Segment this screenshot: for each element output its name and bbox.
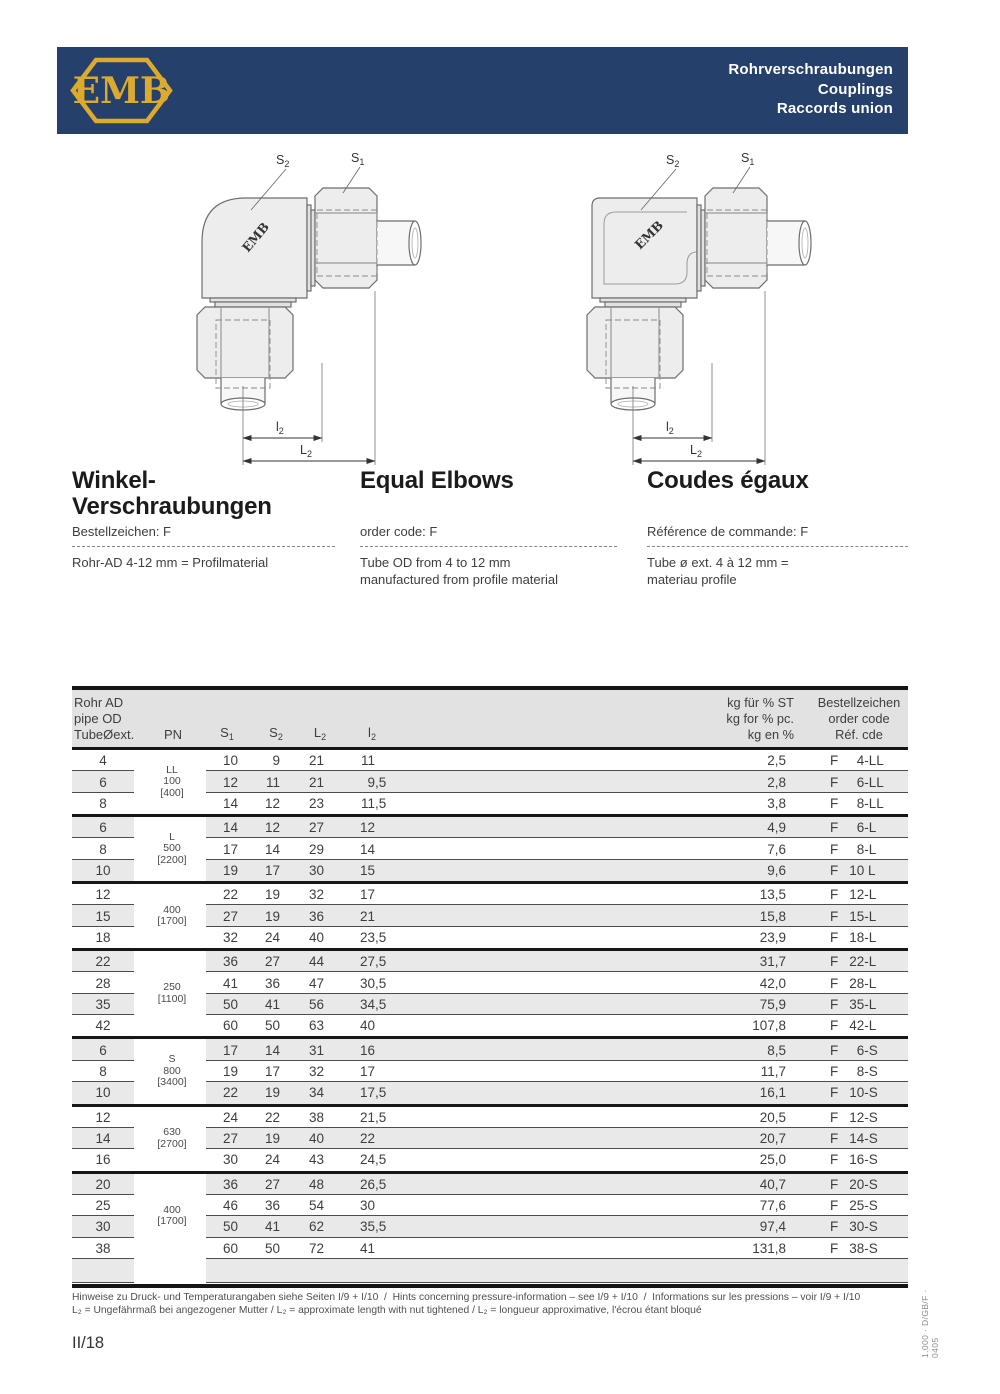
l2-value: 11: [360, 753, 375, 769]
s1-value: 60: [222, 1240, 238, 1256]
l2-value: 27 ,5: [359, 954, 387, 970]
pn-group-label: [134, 884, 210, 948]
s1-value: 36: [222, 954, 238, 970]
L2-value: 21: [308, 753, 324, 769]
order-code-value: F 16 -S: [830, 1152, 878, 1168]
L2-value: 43: [308, 1152, 324, 1168]
table-header: [72, 690, 908, 747]
section-german: [72, 468, 335, 608]
pn-line: 100: [163, 775, 181, 788]
weight-value: 31,7: [759, 954, 786, 970]
tube-od-value: 12: [95, 887, 111, 903]
title-line: Winkel-: [72, 467, 156, 494]
l2-value: 14: [359, 841, 375, 857]
l2-value: 17: [359, 1063, 375, 1079]
L2-value: 30: [308, 862, 324, 878]
banner-title: [728, 60, 893, 119]
section-english: [360, 468, 617, 608]
l2-value: 9 ,5: [367, 774, 387, 790]
weight-value: 8,5: [767, 1042, 786, 1058]
weight-value: 9,6: [767, 862, 786, 878]
tube-od-value: 6: [99, 1042, 107, 1058]
s1-value: 22: [222, 887, 238, 903]
s1-value: 17: [222, 841, 238, 857]
l2-value: 30 ,5: [359, 975, 387, 991]
L2-value: 48: [308, 1176, 324, 1192]
s2-value: 17: [264, 1063, 280, 1079]
table-row: [72, 1259, 908, 1283]
label-l2: $l_2$: [276, 420, 284, 436]
l2-value: 21 ,5: [359, 1109, 387, 1125]
tube-od-value: 28: [95, 975, 111, 991]
order-code-value: F 8 -LL: [830, 795, 884, 811]
pn-line: S: [168, 1053, 176, 1066]
s1-value: 24: [222, 1109, 238, 1125]
table-group: [72, 1039, 908, 1103]
elbow-drawing-right: [540, 148, 870, 470]
s2-value: 12: [264, 820, 280, 836]
s2-value: 24: [264, 929, 280, 945]
s2-value: 27: [264, 954, 280, 970]
weight-value: 11,7: [760, 1063, 786, 1079]
header-line: Rohr AD: [74, 695, 124, 710]
section-description: [647, 554, 789, 588]
row-bg: [206, 1259, 908, 1283]
order-code-value: F 6 -LL: [830, 774, 884, 790]
tube-od-value: 42: [95, 1018, 111, 1034]
order-code-value: F 12 -L: [830, 887, 877, 903]
weight-value: 23,9: [759, 929, 786, 945]
s1-value: 14: [222, 820, 238, 836]
weight-value: 107,8: [752, 1018, 786, 1034]
weight-value: 2,5: [767, 753, 786, 769]
order-code-value: F 10 L: [830, 862, 876, 878]
s1-value: 10: [222, 753, 238, 769]
header-s1: $S_1$: [220, 725, 234, 742]
section-title: [360, 468, 617, 494]
s1-value: 60: [222, 1018, 238, 1034]
pn-line: 500: [163, 842, 181, 855]
nut-s2: [587, 307, 683, 378]
header-line: kg for % pc.: [726, 711, 794, 726]
tube-od-value: 38: [95, 1240, 111, 1256]
pn-line: LL: [166, 763, 178, 776]
weight-value: 20,5: [759, 1109, 786, 1125]
desc-line: Rohr-AD 4-12 mm = Profilmaterial: [72, 555, 269, 570]
weight-value: 97,4: [759, 1219, 786, 1235]
title-line: Equal Elbows: [360, 467, 514, 494]
desc-line: Tube OD from 4 to 12 mm: [360, 555, 511, 570]
footnote-pressure: Hinweise zu Druck- und Temperaturangaben siehe Seiten I/9 + I/10 / Hints concerning pressure-information – see I/9 + I/10 / Informations sur les pressions – voir I/9 + I/10: [72, 1292, 861, 1303]
pn-line: 630: [163, 1126, 181, 1139]
order-code-value: F 18 -L: [830, 929, 877, 945]
L2-value: 62: [308, 1219, 324, 1235]
pn-line: [3400]: [157, 1076, 187, 1089]
l2-value: 17 ,5: [359, 1085, 387, 1101]
tube-od-value: 35: [95, 996, 111, 1012]
order-code-value: F 30 -S: [830, 1219, 878, 1235]
L2-value: 32: [308, 887, 324, 903]
order-code-value: F 35 -L: [830, 996, 877, 1012]
table-group: [72, 951, 908, 1036]
pn-line: [1700]: [157, 1215, 187, 1228]
s2-value: 19: [264, 908, 280, 924]
s2-value: 24: [264, 1152, 280, 1168]
weight-value: 7,6: [767, 841, 786, 857]
L2-value: 63: [308, 1018, 324, 1034]
l2-value: 12: [359, 820, 375, 836]
dimension-table: [72, 686, 908, 1283]
s1-value: 19: [222, 862, 238, 878]
s1-value: 19: [222, 1063, 238, 1079]
section-title: [72, 468, 335, 520]
s2-value: 19: [264, 1085, 280, 1101]
title-line: Verschraubungen: [72, 493, 272, 520]
tube-od-value: 14: [95, 1131, 111, 1147]
weight-value: 42,0: [759, 975, 786, 991]
pn-line: [1700]: [157, 915, 187, 928]
pn-line: [2200]: [157, 853, 187, 866]
s2-value: 36: [264, 975, 280, 991]
weight-value: 2,8: [767, 774, 786, 790]
tube-od-value: 6: [99, 820, 107, 836]
tube-od-value: 25: [95, 1198, 111, 1214]
l2-value: 16: [359, 1042, 375, 1058]
l2-value: 34 ,5: [359, 996, 387, 1012]
header-l2: $l_2$: [368, 725, 376, 742]
order-code-value: F 10 -S: [830, 1085, 878, 1101]
order-code-value: F 20 -S: [830, 1176, 878, 1192]
L2-value: 54: [308, 1198, 324, 1214]
tube-od-value: 8: [99, 1063, 107, 1079]
title-line: Coudes égaux: [647, 467, 809, 494]
L2-value: 44: [308, 954, 324, 970]
pn-group-label: [134, 817, 210, 881]
header-L2: $L_2$: [313, 725, 327, 742]
order-code-value: F 8 -L: [830, 841, 877, 857]
section-title: [647, 468, 908, 494]
tube-od-value: 10: [95, 1085, 111, 1101]
banner-line-en: Couplings: [817, 80, 893, 98]
weight-value: 15,8: [759, 908, 786, 924]
l2-value: 41: [359, 1240, 375, 1256]
label-s2: $S_2$: [276, 153, 290, 169]
pn-line: [400]: [160, 786, 184, 799]
s1-value: 50: [222, 1219, 238, 1235]
header-line: kg für % ST: [727, 695, 794, 710]
s2-value: 14: [264, 841, 280, 857]
s1-value: 36: [222, 1176, 238, 1192]
s2-value: 19: [264, 887, 280, 903]
pn-group-label: [134, 750, 210, 814]
table-group: [72, 1174, 908, 1283]
tube-od-value: 8: [99, 841, 107, 857]
pn-line: 400: [163, 903, 181, 916]
s1-value: 46: [222, 1198, 238, 1214]
table-group: [72, 884, 908, 948]
s2-value: 9: [272, 753, 280, 769]
header-s2: $S_2$: [269, 725, 283, 742]
print-code: 1.000 · D/GB/F · 0405: [920, 1289, 940, 1358]
s1-value: 30: [222, 1152, 238, 1168]
l2-value: 30: [359, 1198, 375, 1214]
order-code-value: F 14 -S: [830, 1131, 878, 1147]
order-code-value: F 8 -S: [830, 1063, 878, 1079]
order-code-value: F 22 -L: [830, 954, 877, 970]
table-group: [72, 1107, 908, 1171]
nut-s1: [315, 188, 377, 288]
order-code-value: F 38 -S: [830, 1240, 878, 1256]
s1-value: 41: [222, 975, 238, 991]
L2-value: 38: [308, 1109, 324, 1125]
L2-value: 34: [308, 1085, 324, 1101]
tube-od-value: 8: [99, 795, 107, 811]
tube-od-value: 4: [99, 753, 107, 769]
pn-line: 800: [163, 1064, 181, 1077]
table-body: [72, 750, 908, 1283]
s2-value: 27: [264, 1176, 280, 1192]
weight-value: 20,7: [759, 1131, 786, 1147]
s2-value: 36: [264, 1198, 280, 1214]
header-line: Réf. cde: [835, 727, 883, 742]
dashed-divider: [360, 546, 617, 547]
desc-line: Tube ø ext. 4 à 12 mm =: [647, 555, 789, 570]
elbow-fitting: [197, 188, 421, 410]
header-line: order code: [828, 711, 890, 726]
weight-value: 131,8: [752, 1240, 786, 1256]
tube-od-value: 18: [95, 929, 111, 945]
l2-value: 35 ,5: [359, 1219, 387, 1235]
tube-od-value: 20: [95, 1176, 111, 1192]
s2-value: 22: [264, 1109, 280, 1125]
L2-value: 47: [308, 975, 324, 991]
s2-value: 14: [264, 1042, 280, 1058]
s1-value: 17: [222, 1042, 238, 1058]
s1-value: 12: [222, 774, 238, 790]
nut-s2: [197, 307, 293, 378]
tube-od-value: 30: [95, 1219, 111, 1235]
header-pn: PN: [163, 727, 183, 742]
order-code-line: order code: F: [360, 524, 438, 539]
nut-s1: [705, 188, 767, 288]
order-code-value: F 28 -L: [830, 975, 877, 991]
L2-value: 72: [308, 1240, 324, 1256]
desc-line: materiau profile: [647, 572, 737, 587]
tube-od-value: 12: [95, 1109, 111, 1125]
header-line: Bestellzeichen: [817, 695, 901, 710]
pn-line: [1100]: [157, 992, 187, 1005]
order-code-value: F 4 -LL: [830, 753, 884, 769]
pn-group-label: [134, 1039, 210, 1103]
pn-line: 250: [163, 981, 181, 994]
l2-value: 11 ,5: [360, 795, 387, 811]
order-code-line: Bestellzeichen: F: [72, 524, 171, 539]
s2-value: 11: [265, 774, 280, 790]
s1-value: 14: [222, 795, 238, 811]
pn-line: [2700]: [157, 1137, 187, 1150]
label-L2: $L_2$: [300, 443, 312, 459]
header-tube-od: [74, 695, 134, 743]
section-description: [360, 554, 558, 588]
section-description: [72, 554, 268, 571]
order-code-value: F 25 -S: [830, 1198, 878, 1214]
tube-od-value: 22: [95, 954, 111, 970]
s2-value: 17: [264, 862, 280, 878]
l2-value: 24 ,5: [359, 1152, 387, 1168]
header-banner: [57, 47, 908, 134]
L2-value: 32: [308, 1063, 324, 1079]
header-line: pipe OD: [74, 711, 122, 726]
L2-value: 23: [308, 795, 324, 811]
L2-value: 27: [308, 820, 324, 836]
section-french: [647, 468, 908, 608]
table-group: [72, 750, 908, 814]
tube-od-value: 16: [95, 1152, 111, 1168]
dashed-divider: [647, 546, 908, 547]
s2-value: 41: [264, 1219, 280, 1235]
l2-value: 15: [359, 862, 375, 878]
header-line: TubeØext.: [74, 727, 135, 742]
l2-value: 22: [359, 1131, 375, 1147]
dashed-divider: [72, 546, 335, 547]
footnote-length: L₂ = Ungefährmaß bei angezogener Mutter / L₂ = approximate length with nut tightened / L₂ = longueur approximative, l'écrou étant bloqué: [72, 1305, 702, 1316]
order-code-value: F 42 -L: [830, 1018, 877, 1034]
emb-logo: [69, 56, 174, 125]
logo-text: EMB: [72, 70, 171, 112]
desc-line: manufactured from profile material: [360, 572, 558, 587]
order-code-value: F 15 -L: [830, 908, 877, 924]
pn-group-label: [134, 1174, 210, 1259]
elbow-fitting: [587, 188, 811, 410]
label-s1: $S_1$: [351, 151, 365, 167]
weight-value: 16,1: [759, 1085, 786, 1101]
header-order-code: [784, 695, 934, 743]
weight-value: 4,9: [767, 820, 786, 836]
tube-od-value: 6: [99, 774, 107, 790]
label-l2: $l_2$: [666, 420, 674, 436]
banner-line-de: Rohrverschraubungen: [728, 61, 893, 78]
tube-od-value: 15: [95, 908, 111, 924]
L2-value: 40: [308, 929, 324, 945]
weight-value: 75,9: [759, 996, 786, 1012]
s2-value: 19: [264, 1131, 280, 1147]
s1-value: 32: [222, 929, 238, 945]
emb-stamp: EMB: [238, 219, 273, 255]
s1-value: 22: [222, 1085, 238, 1101]
emb-stamp: EMB: [631, 217, 667, 253]
s2-value: 41: [264, 996, 280, 1012]
tube-od-value: 10: [95, 862, 111, 878]
label-s2: $S_2$: [666, 153, 680, 169]
pn-line: 400: [163, 1203, 181, 1216]
l2-value: 26 ,5: [359, 1176, 387, 1192]
L2-value: 56: [308, 996, 324, 1012]
elbow-drawing-left: [150, 148, 480, 470]
weight-value: 13,5: [759, 887, 786, 903]
l2-value: 21: [359, 908, 375, 924]
weight-value: 40,7: [759, 1176, 786, 1192]
L2-value: 29: [308, 841, 324, 857]
order-code-value: F 6 -S: [830, 1042, 878, 1058]
pn-group-label: [134, 951, 210, 1036]
l2-value: 40: [359, 1018, 375, 1034]
od-cell-bg: [72, 1259, 134, 1283]
header-line: kg en %: [747, 727, 794, 742]
s2-value: 50: [264, 1240, 280, 1256]
s1-value: 27: [222, 1131, 238, 1147]
weight-value: 25,0: [759, 1152, 786, 1168]
L2-value: 40: [308, 1131, 324, 1147]
l2-value: 23 ,5: [359, 929, 387, 945]
order-code-value: F 12 -S: [830, 1109, 878, 1125]
L2-value: 36: [308, 908, 324, 924]
L2-value: 31: [308, 1042, 324, 1058]
weight-value: 3,8: [767, 795, 786, 811]
page-number: II/18: [72, 1334, 105, 1352]
s2-value: 50: [264, 1018, 280, 1034]
order-code-value: F 6 -L: [830, 820, 877, 836]
label-s1: $S_1$: [741, 151, 755, 167]
label-L2: $L_2$: [690, 443, 702, 459]
pn-line: L: [169, 830, 175, 843]
footer-rule: [72, 1284, 908, 1288]
banner-line-fr: Raccords union: [776, 100, 893, 117]
header-weight: [612, 695, 794, 743]
order-code-line: Référence de commande: F: [647, 524, 809, 539]
table-group: [72, 817, 908, 881]
s2-value: 12: [264, 795, 280, 811]
L2-value: 21: [308, 774, 324, 790]
s1-value: 50: [222, 996, 238, 1012]
weight-value: 77,6: [759, 1198, 786, 1214]
l2-value: 17: [359, 887, 375, 903]
s1-value: 27: [222, 908, 238, 924]
pn-group-label: [134, 1107, 210, 1171]
